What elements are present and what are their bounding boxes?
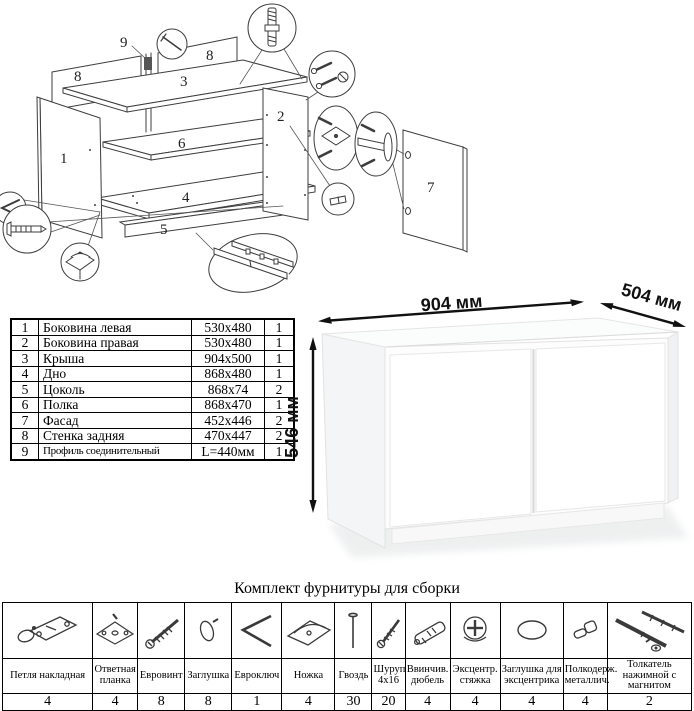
part-label-2: 2 [277, 109, 285, 125]
part-side-right [263, 88, 308, 220]
part-size: 868x74 [192, 382, 265, 398]
part-label-6: 6 [178, 136, 186, 152]
part-qty: 1 [265, 351, 295, 367]
part-side-left [40, 98, 102, 238]
hinge-icon [3, 603, 93, 659]
callout-hinge [355, 112, 397, 176]
callout-dowel [322, 183, 354, 215]
part-label-7: 7 [427, 180, 435, 196]
part-size: 904x500 [192, 351, 265, 367]
dim-depth-label: 504 мм [619, 279, 684, 316]
part-num: 4 [11, 366, 39, 382]
part-qty: 1 [265, 444, 295, 460]
part-qty: 2 [265, 382, 295, 398]
part-num: 1 [11, 319, 39, 335]
hardware-title: Комплект фурнитуры для сборки [234, 580, 460, 597]
part-name: Стенка задняя [39, 428, 192, 444]
cam-cap-icon [500, 603, 563, 659]
hardware-name: Толкатель нажимной с магнитом [607, 659, 691, 694]
hardware-qty: 4 [563, 694, 607, 711]
part-label-9: 9 [120, 35, 128, 51]
part-label-1: 1 [60, 151, 68, 167]
hardware-qty-row [3, 694, 692, 711]
cabinet-render [0, 279, 694, 580]
cabinet-left-face [322, 334, 385, 548]
hardware-name: Ввинчив. дюбель [405, 659, 450, 694]
part-size: 530x480 [192, 319, 265, 335]
part-qty: 2 [265, 413, 295, 429]
screw-icon [372, 603, 405, 659]
hardware-name: Полкодерж. металлич. [563, 659, 607, 694]
part-size: 452x446 [192, 413, 265, 429]
part-num: 6 [11, 397, 39, 413]
part-name: Цоколь [39, 382, 192, 398]
callout-confirmat [3, 205, 51, 253]
callout-double-stud [248, 4, 296, 52]
part-num: 5 [11, 382, 39, 398]
hardware-name: Евроключ [232, 659, 282, 694]
screw-dowel-icon [405, 603, 450, 659]
hardware-name: Заглушка [185, 659, 232, 694]
hardware-name: Ответная планка [93, 659, 138, 694]
part-size: 868x480 [192, 366, 265, 382]
part-qty: 1 [265, 397, 295, 413]
callout-hinge-plate [314, 106, 358, 170]
dim-height-label: 546 мм [282, 396, 302, 458]
part-qty: 1 [265, 319, 295, 335]
part-label-5: 5 [160, 222, 168, 238]
part-label-4: 4 [182, 190, 190, 206]
cap-icon [185, 603, 232, 659]
callout-nail [157, 29, 187, 59]
part-size: 470x447 [192, 428, 265, 444]
part-qty: 1 [265, 335, 295, 351]
part-name: Фасад [39, 413, 192, 429]
part-size: L=440мм [192, 444, 265, 460]
shelf-pin-icon [563, 603, 607, 659]
eurovint-icon [138, 603, 185, 659]
part-name: Боковина левая [39, 319, 192, 335]
mounting-plate-icon [93, 603, 138, 659]
hardware-name: Шуруп 4x16 [372, 659, 405, 694]
dim-width-label: 904 мм [420, 290, 484, 316]
part-label-8a: 8 [74, 69, 82, 85]
hardware-name: Ножка [282, 659, 335, 694]
cabinet-door-right [536, 343, 665, 512]
foot-icon [282, 603, 335, 659]
part-label-3: 3 [180, 74, 188, 90]
hardware-name: Заглушка для эксцентрика [500, 659, 563, 694]
part-num: 7 [11, 413, 39, 429]
hardware-qty: 8 [138, 694, 185, 711]
part-label-8b: 8 [206, 48, 214, 64]
part-name: Полка [39, 397, 192, 413]
hardware-qty: 20 [372, 694, 405, 711]
part-name: Дно [39, 366, 192, 382]
part-size: 530x480 [192, 335, 265, 351]
hardware-name: Гвоздь [335, 659, 372, 694]
hardware-qty: 4 [3, 694, 93, 711]
hardware-name: Петля накладная [3, 659, 93, 694]
hardware-qty: 1 [232, 694, 282, 711]
cabinet-door-left [390, 349, 531, 527]
hardware-qty: 8 [185, 694, 232, 711]
hardware-table [2, 602, 692, 711]
hardware-name: Евровинт [138, 659, 185, 694]
part-name: Профиль соединительный [39, 444, 192, 460]
pusher-icon [607, 603, 691, 659]
part-num: 9 [11, 444, 39, 460]
part-qty: 2 [265, 428, 295, 444]
hardware-qty: 30 [335, 694, 372, 711]
hardware-names-row [3, 659, 692, 694]
hardware-icons-row [3, 603, 692, 659]
part-size: 868x470 [192, 397, 265, 413]
callout-foot [61, 243, 99, 281]
hardware-name: Эксцентр. стяжка [450, 659, 500, 694]
eurokey-icon [232, 603, 282, 659]
cabinet-right-face [668, 332, 678, 503]
hardware-qty: 4 [450, 694, 500, 711]
part-qty: 1 [265, 366, 295, 382]
dim-height-arrow [309, 337, 316, 513]
hardware-qty: 4 [282, 694, 335, 711]
hardware-qty: 4 [500, 694, 563, 711]
part-name: Крыша [39, 351, 192, 367]
part-num: 2 [11, 335, 39, 351]
nail-icon [335, 603, 372, 659]
part-num: 3 [11, 351, 39, 367]
callout-cam-screws [309, 51, 355, 97]
exploded-diagram [0, 0, 694, 312]
part-name: Боковина правая [39, 335, 192, 351]
part-num: 8 [11, 428, 39, 444]
hardware-qty: 4 [405, 694, 450, 711]
hardware-qty: 2 [607, 694, 691, 711]
hardware-qty: 4 [93, 694, 138, 711]
cam-lock-icon [450, 603, 500, 659]
